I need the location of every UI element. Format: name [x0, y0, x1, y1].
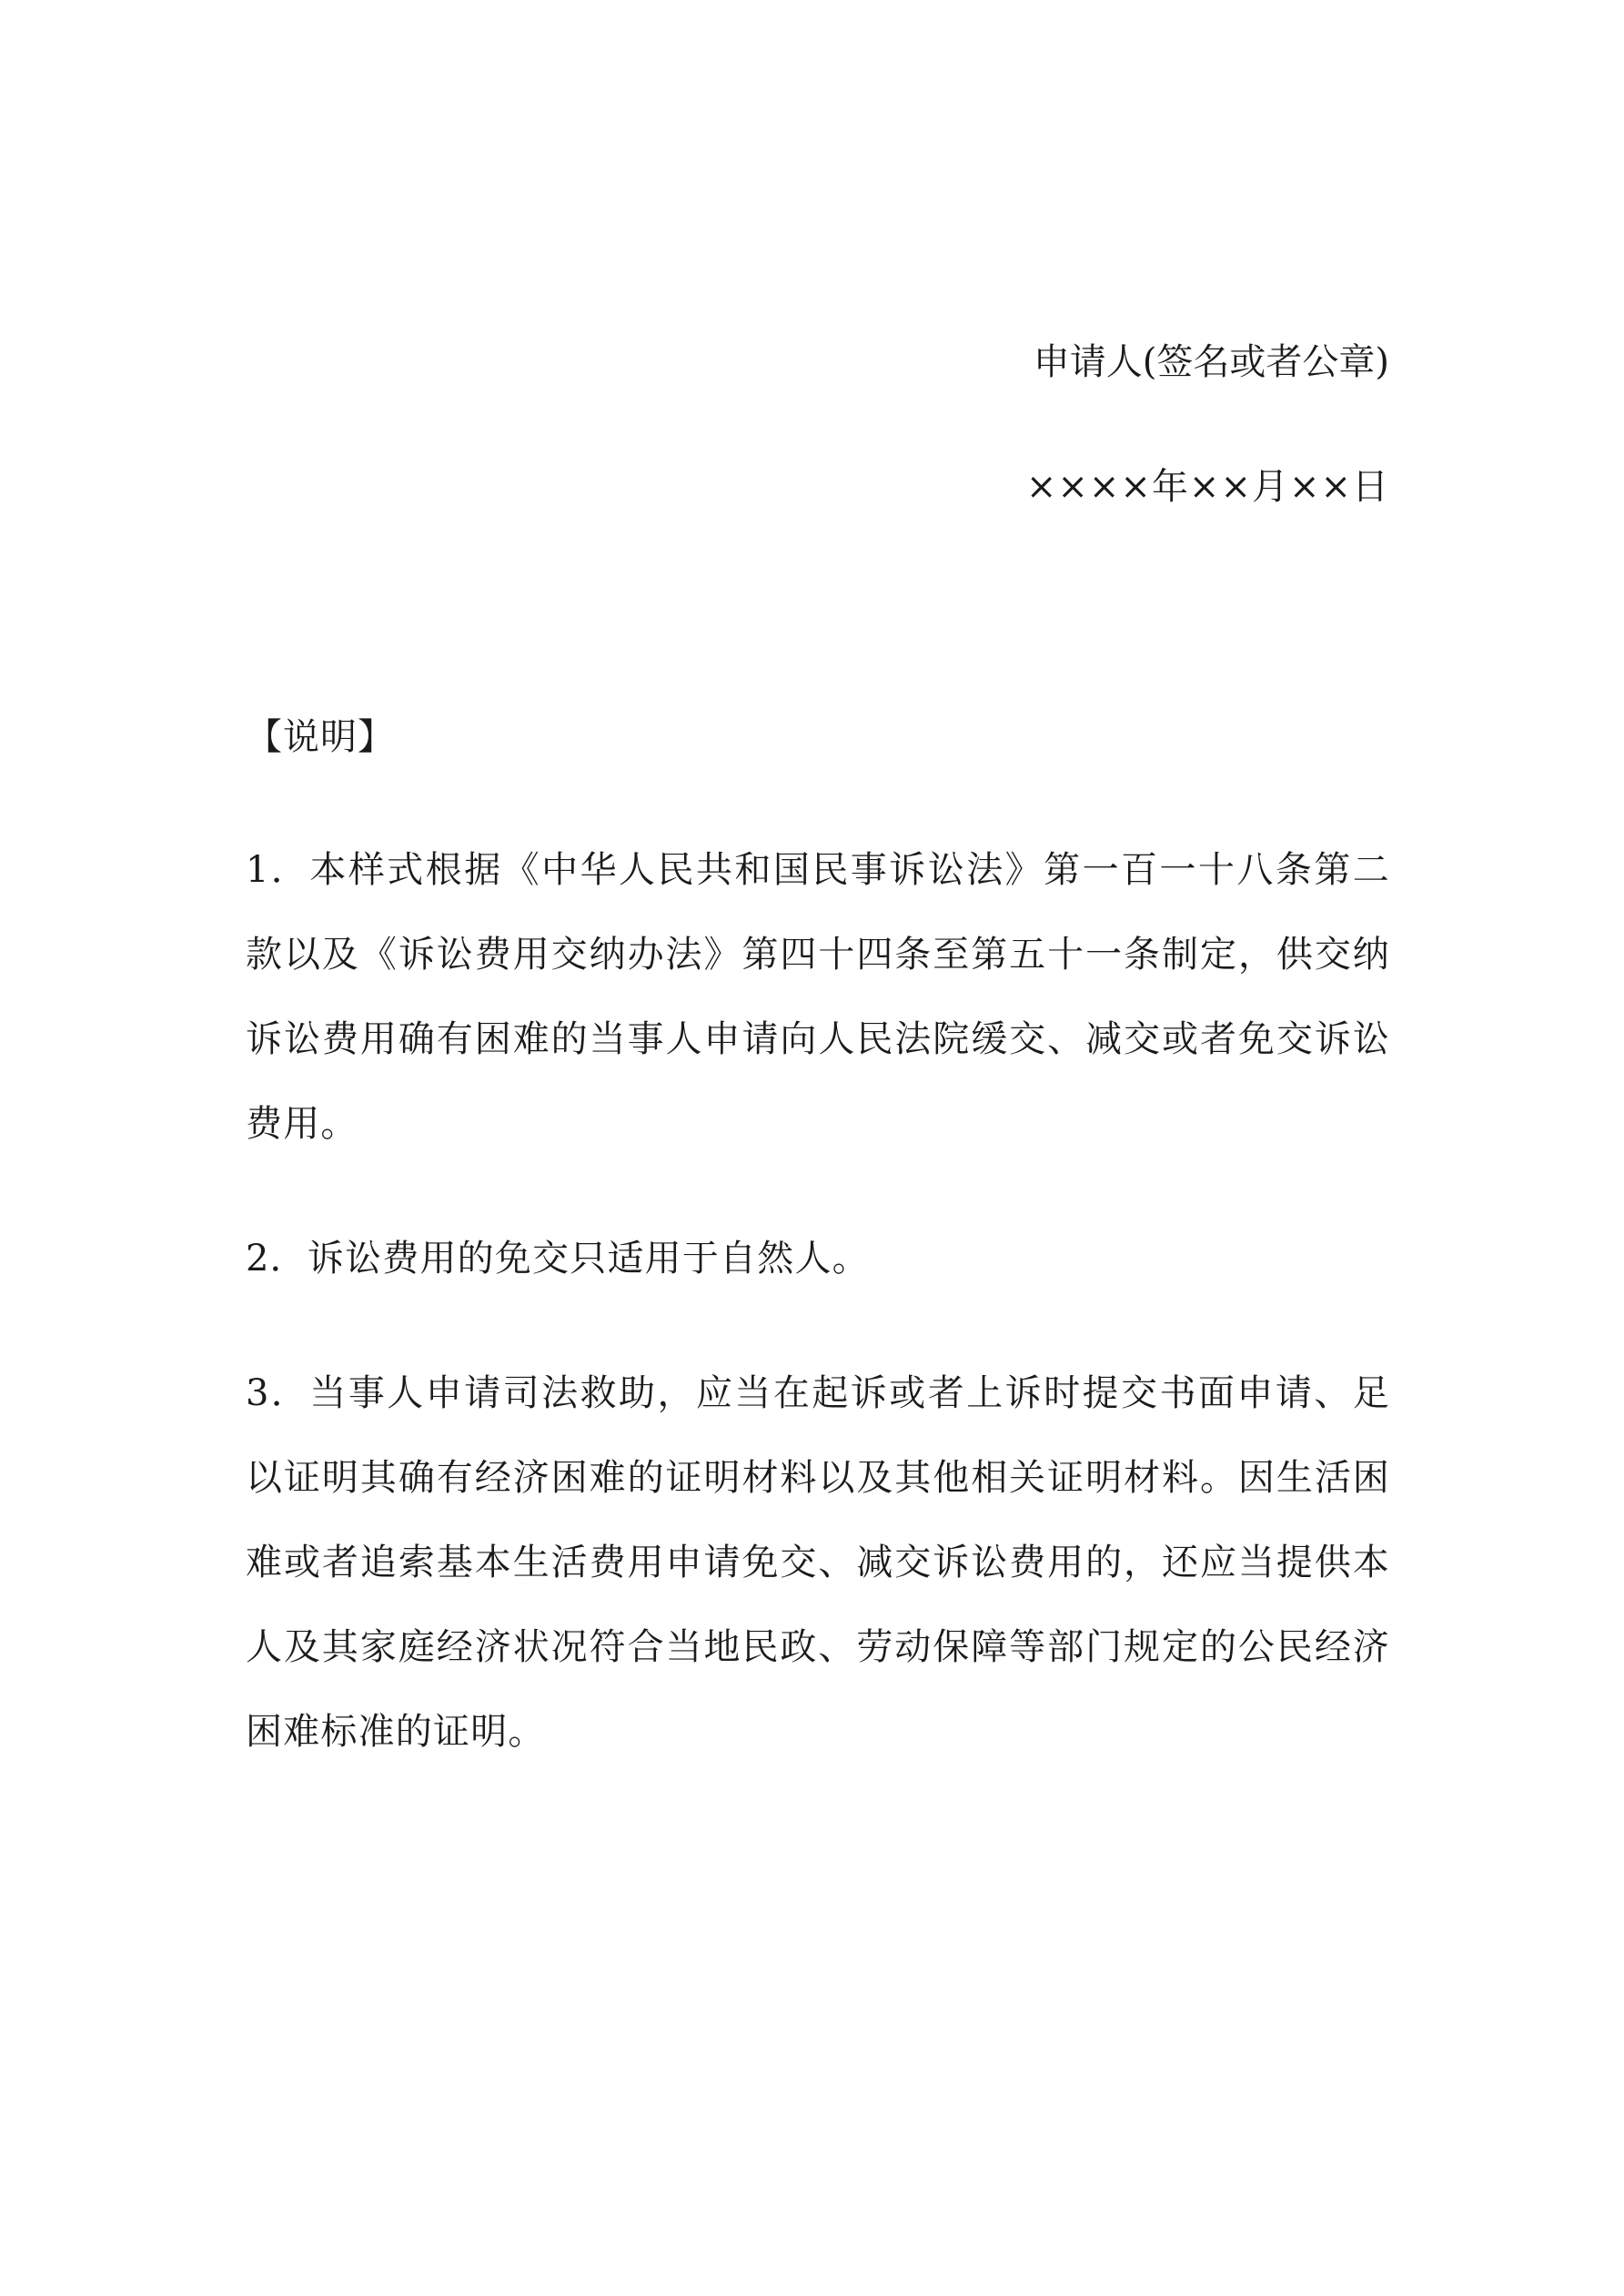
instruction-item-2: 2．诉讼费用的免交只适用于自然人。	[246, 1238, 870, 1279]
applicant-signature-label: 申请人(签名或者公章)	[1033, 341, 1389, 383]
instruction-item-1: 1．本样式根据《中华人民共和国民事诉讼法》第一百一十八条第二款以及《诉讼费用交纳办法》第四十四条至第五十一条制定，供交纳诉讼费用确有困难的当事人申请向人民法院缓交、减交或者免交诉讼费用。	[246, 849, 1390, 1145]
instructions-heading: 【说明】	[246, 716, 395, 758]
instructions-section	[246, 710, 1390, 1825]
instruction-item-3: 3．当事人申请司法救助，应当在起诉或者上诉时提交书面申请、足以证明其确有经济困难的证明材料以及其他相关证明材料。因生活困难或者追索基本生活费用申请免交、减交诉讼费用的，还应当提供本人及其家庭经济状况符合当地民政、劳动保障等部门规定的公民经济困难标准的证明。	[246, 1372, 1390, 1753]
signature-date: ××××年××月××日	[1025, 466, 1389, 508]
